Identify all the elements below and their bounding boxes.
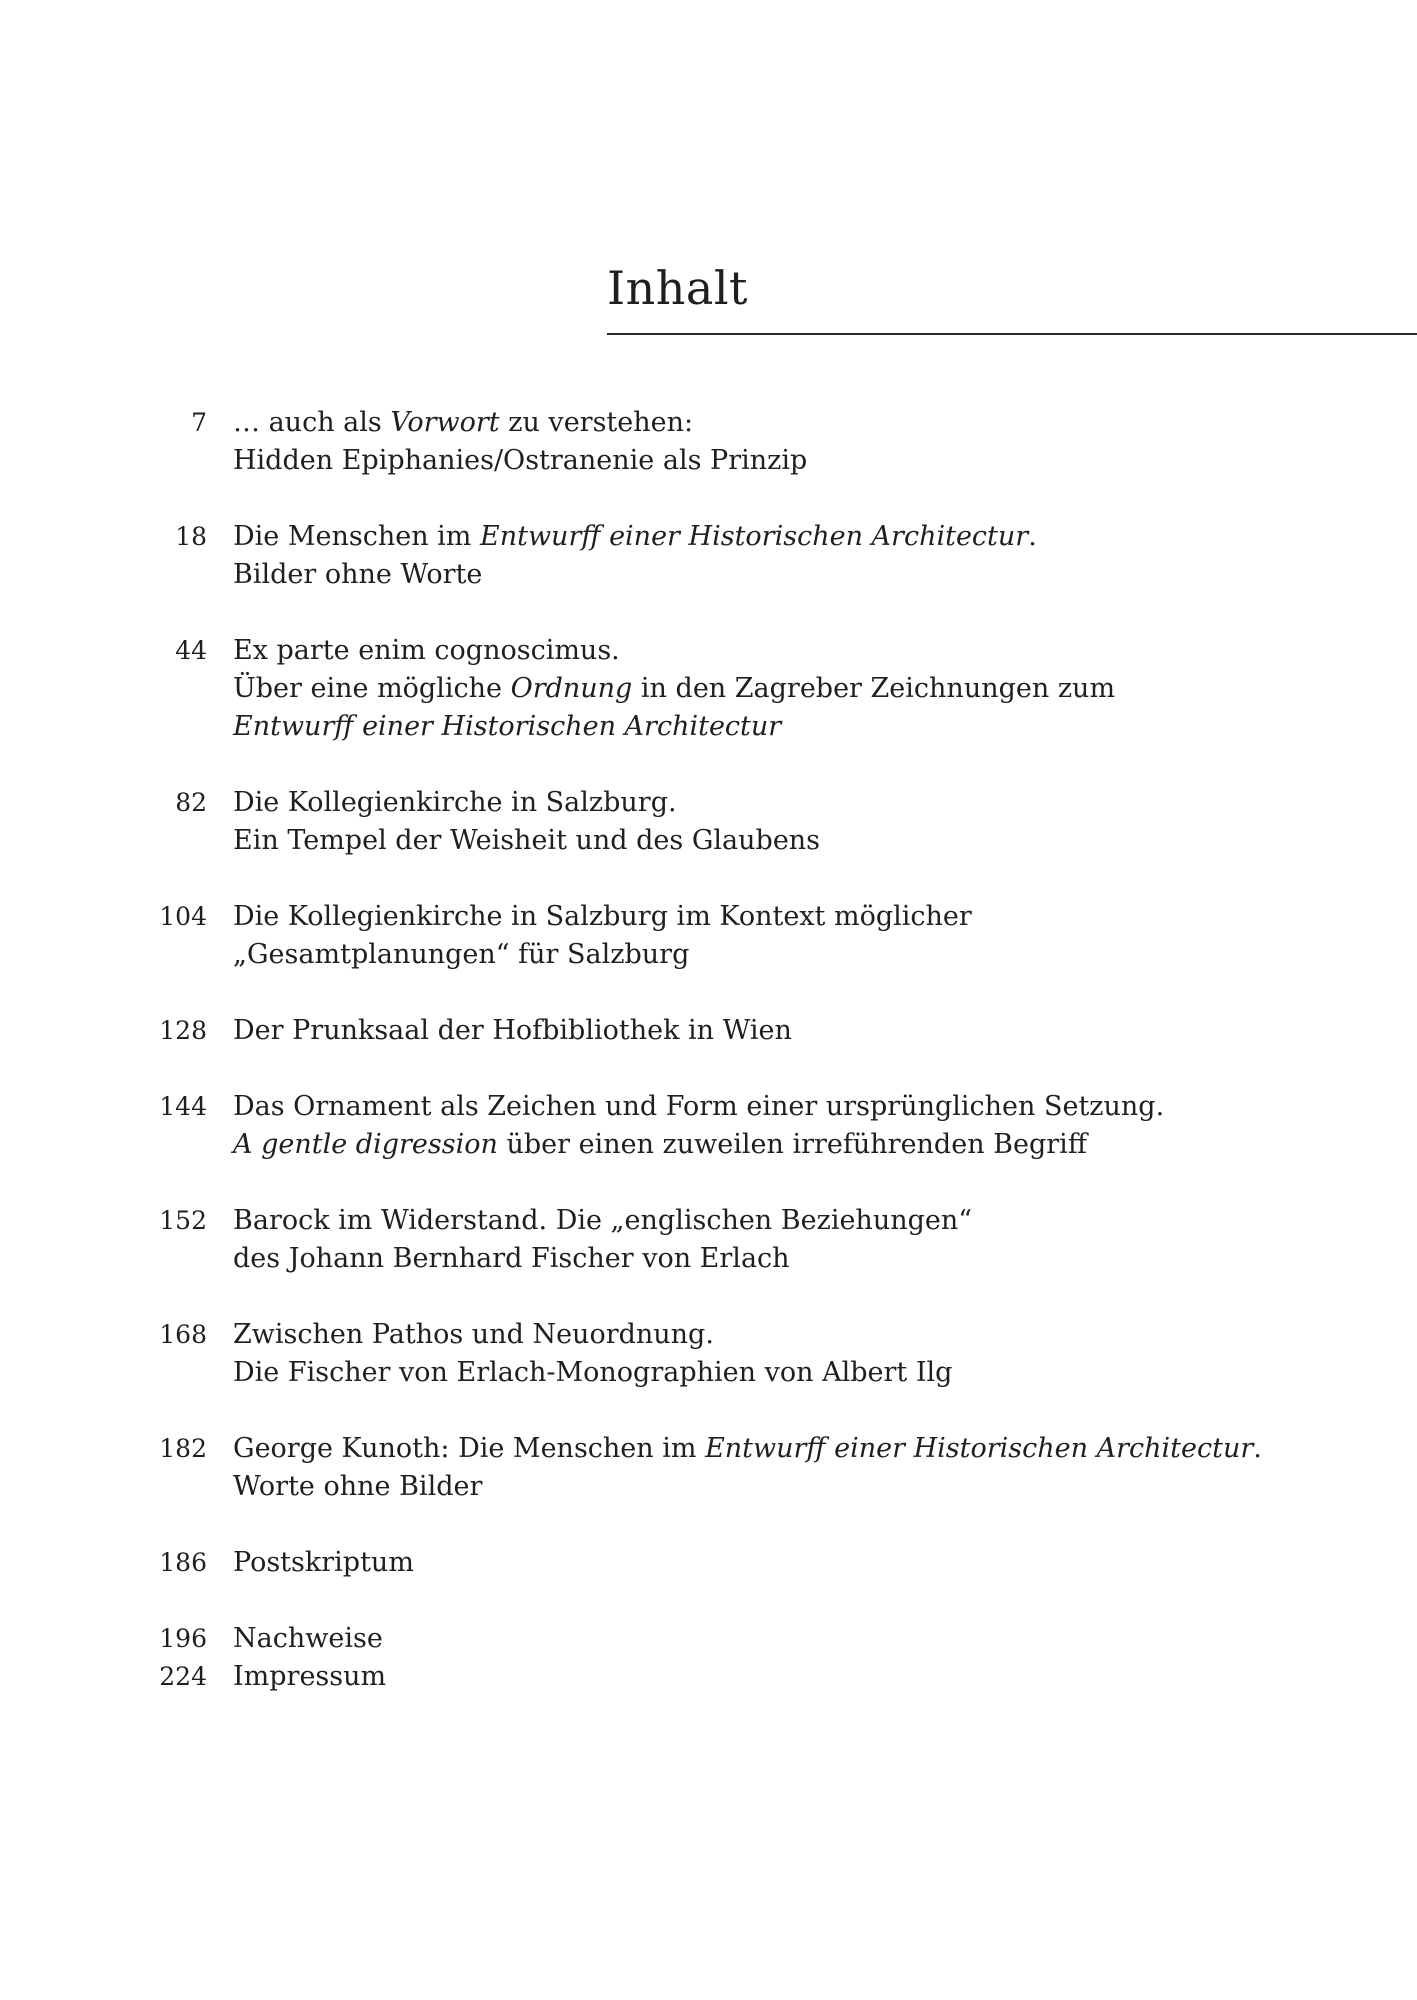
toc-page-number: 196: [159, 1624, 207, 1653]
toc-entry: [0, 1430, 1417, 1506]
toc-entry-title: [233, 1544, 1333, 1582]
toc-title-text: Die Menschen im: [233, 521, 480, 552]
toc-page-number: 82: [175, 788, 207, 817]
toc-title-italic-text: Entwurff einer Historischen Architectur: [705, 1433, 1254, 1464]
toc-entry-title: [233, 1316, 1333, 1392]
toc-title-italic-text: Ordnung: [510, 673, 633, 704]
toc-entry: [0, 1088, 1417, 1164]
toc-title-italic-text: Entwurff einer Historischen Architectur: [233, 711, 782, 742]
toc-page-number: 44: [175, 636, 207, 665]
toc-entry-title: [233, 1012, 1333, 1050]
toc-title-text: Bilder ohne Worte: [233, 559, 483, 590]
toc-page-number: 168: [159, 1320, 207, 1349]
toc-page-number: 18: [175, 522, 207, 551]
title-rule: [607, 333, 1417, 335]
toc-title-text: Zwischen Pathos und Neuordnung.: [233, 1319, 714, 1350]
toc-entry: [0, 1316, 1417, 1392]
toc-entry-title: [233, 404, 1333, 480]
toc-title-text: über einen zuweilen irreführenden Begriff: [497, 1129, 1087, 1160]
toc-page-number: 128: [159, 1016, 207, 1045]
toc-title-line: [233, 1620, 1333, 1658]
toc-title-line: [233, 1202, 1333, 1240]
toc-entry-title: [233, 1088, 1333, 1164]
toc-entry: [0, 404, 1417, 480]
toc-title-line: [233, 1012, 1333, 1050]
toc-title-italic-text: A gentle digression: [233, 1129, 498, 1160]
toc-title-line: [233, 1658, 1333, 1696]
toc-entry-title: [233, 1620, 1333, 1658]
toc-title-line: [233, 556, 1333, 594]
toc-title-italic-text: Vorwort: [390, 407, 500, 438]
toc-title-line: [233, 1088, 1333, 1126]
toc-title-line: [233, 708, 1333, 746]
toc-title-italic-text: Entwurff einer Historischen Architectur: [480, 521, 1029, 552]
toc-title-text: .: [1028, 521, 1037, 552]
toc-page-number: 182: [159, 1434, 207, 1463]
toc-page-number: 152: [159, 1206, 207, 1235]
toc-title-line: [233, 1126, 1333, 1164]
toc-entry: [0, 518, 1417, 594]
toc-title-text: des Johann Bernhard Fischer von Erlach: [233, 1243, 790, 1274]
toc-title-text: Das Ornament als Zeichen und Form einer ursprünglichen Setzung.: [233, 1091, 1165, 1122]
toc-title-text: Barock im Widerstand. Die „englischen Beziehungen“: [233, 1205, 973, 1236]
toc-title-line: [233, 1430, 1333, 1468]
toc-entry: [0, 1544, 1417, 1582]
toc-page-number: 7: [191, 408, 207, 437]
toc-title-line: [233, 1544, 1333, 1582]
toc-page-number: 104: [159, 902, 207, 931]
toc-title-text: in den Zagreber Zeichnungen zum: [632, 673, 1116, 704]
toc-title-text: Die Fischer von Erlach-Monographien von Albert Ilg: [233, 1357, 953, 1388]
toc-title-text: Ex parte enim cognoscimus.: [233, 635, 620, 666]
toc-page-number: 144: [159, 1092, 207, 1121]
toc-title-text: Die Kollegienkirche in Salzburg im Kontext möglicher: [233, 901, 972, 932]
toc-title-text: George Kunoth: Die Menschen im: [233, 1433, 706, 1464]
toc-title-text: zu verstehen:: [499, 407, 694, 438]
toc-title-line: [233, 1240, 1333, 1278]
toc-title-text: Postskriptum: [233, 1547, 414, 1578]
toc-entry-title: [233, 632, 1333, 746]
toc-title-text: Über eine mögliche: [233, 673, 511, 704]
toc-title-text: .: [1253, 1433, 1262, 1464]
toc-title-line: [233, 1316, 1333, 1354]
toc-entry-title: [233, 1658, 1333, 1696]
toc-title-line: [233, 1354, 1333, 1392]
toc-title-line: [233, 898, 1333, 936]
toc-title-text: Impressum: [233, 1661, 387, 1692]
toc-title-line: [233, 632, 1333, 670]
toc-title-text: Ein Tempel der Weisheit und des Glaubens: [233, 825, 821, 856]
toc-title-text: Nachweise: [233, 1623, 383, 1654]
toc-entry-title: [233, 784, 1333, 860]
toc-page-number: 224: [159, 1662, 207, 1691]
toc-title-line: [233, 822, 1333, 860]
toc-title-text: Die Kollegienkirche in Salzburg.: [233, 787, 677, 818]
toc-entry: [0, 1658, 1417, 1696]
toc-title-text: Der Prunksaal der Hofbibliothek in Wien: [233, 1015, 792, 1046]
toc-entry: [0, 784, 1417, 860]
toc-title-line: [233, 670, 1333, 708]
toc-entry-title: [233, 518, 1333, 594]
toc-title-text: Hidden Epiphanies/Ostranenie als Prinzip: [233, 445, 808, 476]
toc-entry-title: [233, 1202, 1333, 1278]
toc-title-line: [233, 518, 1333, 556]
toc-title-text: Worte ohne Bilder: [233, 1471, 483, 1502]
toc-entry-title: [233, 1430, 1333, 1506]
toc-entry: [0, 1012, 1417, 1050]
toc-entry: [0, 1620, 1417, 1658]
toc-entry: [0, 1202, 1417, 1278]
toc-entry: [0, 898, 1417, 974]
toc-title-line: [233, 784, 1333, 822]
toc-title-line: [233, 1468, 1333, 1506]
toc-title-line: [233, 404, 1333, 442]
toc-title-line: [233, 936, 1333, 974]
page-title: Inhalt: [607, 261, 749, 315]
toc-page-number: 186: [159, 1548, 207, 1577]
toc-title-line: [233, 442, 1333, 480]
table-of-contents: [0, 404, 1417, 1734]
toc-title-text: „Gesamtplanungen“ für Salzburg: [233, 939, 690, 970]
toc-entry-title: [233, 898, 1333, 974]
toc-entry: [0, 632, 1417, 746]
toc-title-text: … auch als: [233, 407, 391, 438]
